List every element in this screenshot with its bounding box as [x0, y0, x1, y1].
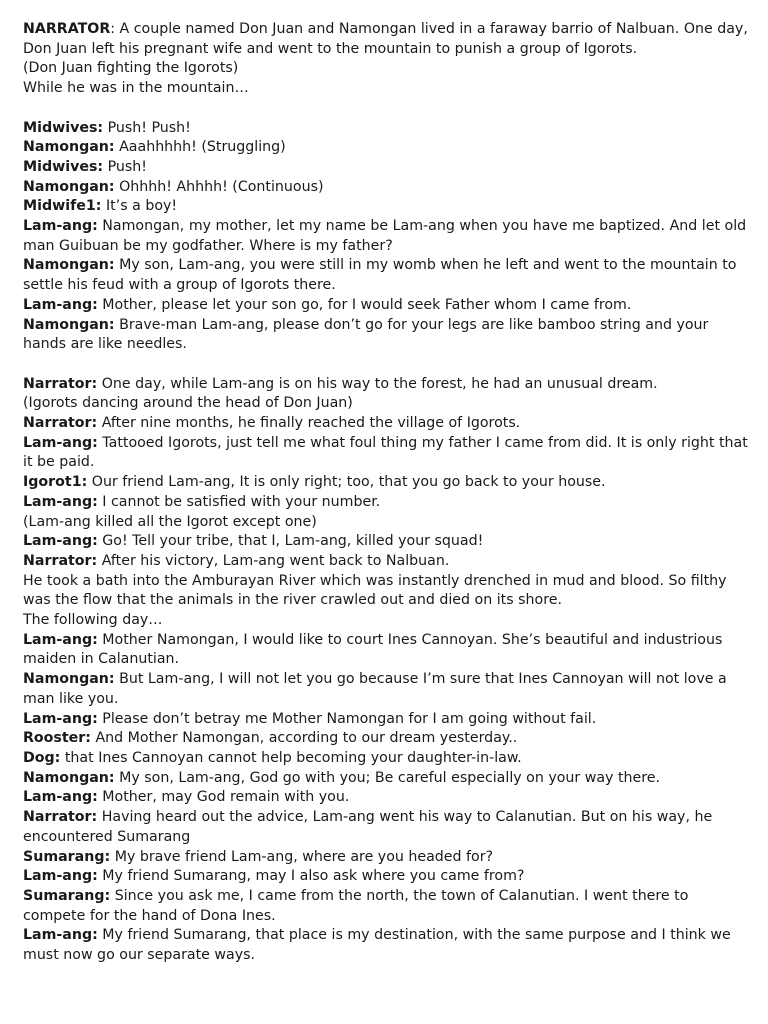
- dialogue-line: [23, 414, 749, 434]
- dialogue-line: [23, 20, 749, 59]
- dialogue-line: [23, 788, 749, 808]
- stage-direction-line: [23, 572, 749, 611]
- dialogue-line: [23, 473, 749, 493]
- script-document: [23, 20, 749, 966]
- dialogue-line: [23, 119, 749, 139]
- dialogue-line: [23, 887, 749, 926]
- speaker-name: Rooster:: [23, 730, 91, 747]
- line-text: Mother, may God remain with you.: [97, 789, 350, 806]
- line-text: (Lam-ang killed all the Igorot except one): [23, 513, 317, 530]
- line-text: Push!: [103, 158, 147, 175]
- line-text: A couple named Don Juan and Namongan lived in a faraway barrio of Nalbuan. One day, Don Juan left his pregnant wife and went to the mountain to punish a group of Igorots.: [23, 21, 748, 57]
- line-text: He took a bath into the Amburayan River which was instantly drenched in mud and blood. So filthy was the flow that the animals in the river crawled out and died on its shore.: [23, 572, 727, 609]
- line-text: that Ines Cannoyan cannot help becoming your daughter-in-law.: [60, 749, 522, 766]
- speaker-name: Lam-ang:: [23, 434, 98, 451]
- dialogue-line: [23, 256, 749, 295]
- dialogue-line: [23, 532, 749, 552]
- line-text: My brave friend Lam-ang, where are you headed for?: [110, 848, 494, 865]
- speaker-separator: :: [110, 21, 116, 37]
- dialogue-line: [23, 138, 749, 158]
- dialogue-line: [23, 158, 749, 178]
- line-text: My son, Lam-ang, you were still in my womb when he left and went to the mountain to settle his feud with a group of Igorots there.: [23, 257, 737, 294]
- dialogue-line: [23, 710, 749, 730]
- line-text: My friend Sumarang, may I also ask where you came from?: [97, 868, 525, 885]
- dialogue-line: [23, 848, 749, 868]
- line-text: Having heard out the advice, Lam-ang went his way to Calanutian. But on his way, he encountered Sumarang: [23, 809, 713, 845]
- speaker-name: Namongan:: [23, 257, 115, 274]
- speaker-name: Lam-ang:: [23, 631, 98, 648]
- dialogue-line: [23, 769, 749, 789]
- dialogue-line: [23, 926, 749, 965]
- speaker-name: Namongan:: [23, 671, 115, 688]
- speaker-name: Lam-ang:: [23, 533, 98, 550]
- dialogue-line: [23, 729, 749, 749]
- dialogue-line: [23, 434, 749, 473]
- stage-direction-line: [23, 513, 749, 533]
- speaker-name: Dog:: [23, 749, 61, 766]
- stage-direction-line: [23, 59, 749, 79]
- dialogue-line: [23, 375, 749, 395]
- line-text: Mother, please let your son go, for I would seek Father whom I came from.: [97, 296, 632, 313]
- dialogue-line: [23, 178, 749, 198]
- speaker-name: Sumarang:: [23, 887, 111, 904]
- speaker-name: Sumarang:: [23, 848, 111, 865]
- paragraph-gap: [23, 99, 749, 119]
- line-text: One day, while Lam-ang is on his way to the forest, he had an unusual dream.: [97, 375, 658, 392]
- speaker-name: Namongan:: [23, 139, 115, 156]
- line-text: While he was in the mountain…: [23, 80, 249, 97]
- line-text: (Igorots dancing around the head of Don Juan): [23, 395, 353, 412]
- speaker-name: Midwives:: [23, 119, 104, 136]
- dialogue-line: [23, 493, 749, 513]
- speaker-name: Lam-ang:: [23, 927, 98, 944]
- speaker-name: Midwives:: [23, 158, 104, 175]
- speaker-name: Narrator:: [23, 375, 98, 392]
- line-text: Our friend Lam-ang, It is only right; too, that you go back to your house.: [87, 474, 606, 491]
- line-text: Please don’t betray me Mother Namongan for I am going without fail.: [97, 710, 597, 727]
- line-text: Ohhhh! Ahhhh! (Continuous): [114, 178, 324, 195]
- line-text: And Mother Namongan, according to our dream yesterday..: [90, 730, 518, 747]
- line-text: Namongan, my mother, let my name be Lam-ang when you have me baptized. And let old man Guibuan be my godfather. Where is my father?: [23, 218, 747, 254]
- dialogue-line: [23, 670, 749, 709]
- speaker-name: Narrator:: [23, 552, 98, 569]
- dialogue-line: [23, 631, 749, 670]
- line-text: My son, Lam-ang, God go with you; Be careful especially on your way there.: [114, 769, 661, 786]
- line-text: (Don Juan fighting the Igorots): [23, 60, 239, 77]
- line-text: The following day…: [23, 612, 163, 629]
- speaker-name: Narrator:: [23, 415, 98, 432]
- line-text: I cannot be satisfied with your number.: [97, 493, 381, 510]
- speaker-name: Lam-ang:: [23, 296, 98, 313]
- speaker-name: Lam-ang:: [23, 789, 98, 806]
- speaker-name: Namongan:: [23, 178, 115, 195]
- speaker-name: Namongan:: [23, 769, 115, 786]
- line-text: After nine months, he finally reached the village of Igorots.: [97, 415, 521, 432]
- line-text: Mother Namongan, I would like to court Ines Cannoyan. She’s beautiful and industrious maiden in Calanutian.: [23, 631, 723, 668]
- line-text: Aaahhhhh! (Struggling): [114, 139, 286, 156]
- line-text: Go! Tell your tribe, that I, Lam-ang, killed your squad!: [97, 533, 484, 550]
- speaker-name: Lam-ang:: [23, 493, 98, 510]
- speaker-name: Igorot1:: [23, 474, 88, 491]
- dialogue-line: [23, 552, 749, 572]
- speaker-name: NARRATOR: [23, 21, 111, 37]
- stage-direction-line: [23, 79, 749, 99]
- dialogue-line: [23, 296, 749, 316]
- dialogue-line: [23, 867, 749, 887]
- speaker-name: Namongan:: [23, 316, 115, 333]
- speaker-name: Lam-ang:: [23, 710, 98, 727]
- line-text: Brave-man Lam-ang, please don’t go for your legs are like bamboo string and your hands are like needles.: [23, 316, 709, 353]
- speaker-name: Lam-ang:: [23, 218, 98, 235]
- dialogue-line: [23, 197, 749, 217]
- line-text: Tattooed Igorots, just tell me what foul thing my father I came from did. It is only right that it be paid.: [23, 434, 748, 471]
- dialogue-line: [23, 749, 749, 769]
- speaker-name: Lam-ang:: [23, 868, 98, 885]
- stage-direction-line: [23, 394, 749, 414]
- dialogue-line: [23, 217, 749, 256]
- line-text: Since you ask me, I came from the north, the town of Calanutian. I went there to compete for the hand of Dona Ines.: [23, 887, 689, 924]
- speaker-name: Midwife1:: [23, 198, 102, 215]
- speaker-name: Narrator:: [23, 809, 98, 826]
- stage-direction-line: [23, 611, 749, 631]
- line-text: It’s a boy!: [101, 198, 178, 215]
- line-text: But Lam-ang, I will not let you go because I’m sure that Ines Cannoyan will not love a man like you.: [23, 671, 727, 707]
- line-text: After his victory, Lam-ang went back to Nalbuan.: [97, 552, 450, 569]
- paragraph-gap: [23, 355, 749, 375]
- line-text: Push! Push!: [103, 119, 191, 136]
- dialogue-line: [23, 808, 749, 847]
- dialogue-line: [23, 316, 749, 355]
- line-text: My friend Sumarang, that place is my destination, with the same purpose and I think we must now go our separate ways.: [23, 927, 731, 964]
